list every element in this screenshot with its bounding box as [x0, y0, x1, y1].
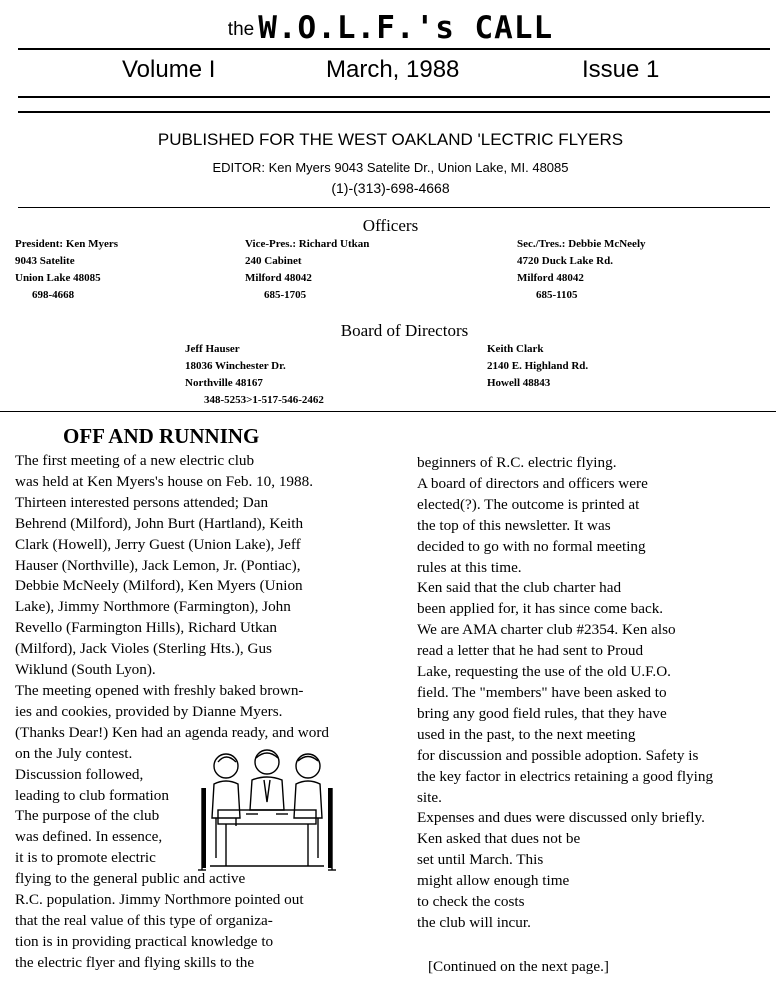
article-line: Debbie McNeely (Milford), Ken Myers (Union — [15, 577, 303, 595]
officer-name: Richard Utkan — [298, 238, 370, 250]
section-divider — [18, 207, 770, 208]
article-line: it is to promote electric — [15, 849, 156, 867]
officer-city: Milford 48042 — [245, 272, 312, 284]
article-line: was held at Ken Myers's house on Feb. 10, 1988. — [15, 472, 314, 490]
board-member-phone: 348-5253>1-517-546-2462 — [204, 394, 324, 406]
board-member-clark — [487, 341, 588, 392]
article-line: decided to go with no formal meeting — [417, 537, 646, 555]
article-left-column — [15, 451, 329, 974]
article-right-column — [417, 453, 713, 934]
article-line: Clark (Howell), Jerry Guest (Union Lake), Jeff — [15, 535, 301, 553]
article-line: read a letter that he had sent to Proud — [417, 642, 644, 660]
officer-phone: 685-1105 — [536, 289, 578, 301]
board-member-city: Northville 48167 — [185, 377, 263, 389]
article-line: Hauser (Northville), Jack Lemon, Jr. (Pontiac), — [15, 556, 301, 574]
article-line: Discussion followed, — [15, 765, 144, 783]
officer-title: President: — [15, 238, 64, 250]
article-line: flying to the general public and active — [15, 870, 246, 888]
article-line: used in the past, to the next meeting — [417, 725, 636, 743]
article-line: Expenses and dues were discussed only briefly. — [417, 809, 705, 827]
officer-address: 240 Cabinet — [245, 255, 302, 267]
article-line: field. The "members" have been asked to — [417, 683, 667, 701]
article-line: might allow enough time — [417, 872, 570, 890]
officer-vice-president — [245, 236, 369, 304]
article-line: The meeting opened with freshly baked brown- — [15, 681, 304, 699]
article-line: on the July contest. — [15, 744, 133, 762]
article-line: to check the costs — [417, 893, 525, 911]
newsletter-title: W.O.L.F.'s CALL — [258, 10, 554, 46]
article-line: R.C. population. Jimmy Northmore pointed out — [15, 891, 304, 909]
article-line: Wiklund (South Lyon). — [15, 661, 156, 679]
masthead-rule-mid — [18, 96, 770, 98]
officer-city: Milford 48042 — [517, 272, 584, 284]
article-line: Ken asked that dues not be — [417, 830, 581, 848]
board-member-name: Jeff Hauser — [185, 343, 240, 355]
officers-heading: Officers — [362, 216, 419, 235]
article-line: Revello (Farmington Hills), Richard Utkan — [15, 619, 277, 637]
officer-secretary-treasurer — [517, 236, 646, 304]
article-line: the top of this newsletter. It was — [417, 516, 611, 534]
masthead-rule-bottom — [18, 111, 770, 113]
issue-number: Issue 1 — [582, 56, 660, 83]
article-line: (Milford), Jack Violes (Sterling Hts.), Gus — [15, 640, 272, 658]
meeting-clipart-icon — [196, 748, 338, 874]
article-line: bring any good field rules, that they have — [417, 704, 667, 722]
continued-note: [Continued on the next page.] — [428, 958, 609, 975]
masthead — [0, 10, 781, 46]
article-line: the electric flyer and flying skills to the — [15, 953, 255, 971]
editor-line: EDITOR: Ken Myers 9043 Satelite Dr., Union Lake, MI. 48085 — [212, 160, 569, 175]
officer-title: Sec./Tres.: — [517, 238, 566, 250]
board-member-name: Keith Clark — [487, 343, 544, 355]
article-line: the club will incur. — [417, 913, 531, 931]
article-line: tion is in providing practical knowledge to — [15, 932, 274, 950]
board-member-city: Howell 48843 — [487, 377, 551, 389]
article-line: rules at this time. — [417, 558, 522, 576]
article-line: ies and cookies, provided by Dianne Myers. — [15, 702, 283, 720]
article-line: for discussion and possible adoption. Safety is — [417, 746, 699, 764]
article-line: We are AMA charter club #2354. Ken also — [417, 621, 676, 639]
article-line: was defined. In essence, — [15, 828, 163, 846]
board-member-hauser — [185, 341, 324, 409]
article-headline: OFF AND RUNNING — [63, 424, 260, 448]
masthead-prefix: the — [227, 19, 255, 40]
article-line: (Thanks Dear!) Ken had an agenda ready, and word — [15, 723, 330, 741]
officer-phone: 698-4668 — [32, 289, 75, 301]
officer-title: Vice-Pres.: — [245, 238, 296, 250]
volume-label: Volume I — [122, 56, 216, 83]
board-member-address: 18036 Winchester Dr. — [185, 360, 286, 372]
publisher-line: PUBLISHED FOR THE WEST OAKLAND 'LECTRIC FLYERS — [157, 130, 624, 149]
article-line: the key factor in electrics retaining a good flying — [417, 767, 714, 785]
officer-phone: 685-1705 — [264, 289, 307, 301]
issue-date: March, 1988 — [326, 56, 460, 83]
article-line: beginners of R.C. electric flying. — [417, 454, 617, 471]
article-line: site. — [417, 788, 442, 806]
article-line: The purpose of the club — [15, 807, 160, 825]
article-line: set until March. This — [417, 851, 544, 869]
article-line: Ken said that the club charter had — [417, 579, 622, 597]
board-heading: Board of Directors — [340, 321, 469, 340]
officer-address: 4720 Duck Lake Rd. — [517, 255, 613, 267]
article-line: The first meeting of a new electric club — [15, 452, 255, 469]
article-divider — [0, 411, 776, 412]
article-line: that the real value of this type of organiza- — [15, 911, 273, 929]
officer-name: Debbie McNeely — [568, 238, 646, 250]
editor-phone: (1)-(313)-698-4668 — [331, 180, 450, 196]
article-line: been applied for, it has since come back. — [417, 600, 664, 618]
article-line: Lake, requesting the use of the old U.F.O. — [417, 663, 671, 681]
article-line: Thirteen interested persons attended; Dan — [15, 493, 269, 511]
officer-name: Ken Myers — [65, 238, 119, 250]
board-member-address: 2140 E. Highland Rd. — [487, 360, 589, 372]
officer-city: Union Lake 48085 — [15, 272, 101, 284]
article-line: Behrend (Milford), John Burt (Hartland), Keith — [15, 514, 304, 532]
officer-president — [15, 236, 118, 304]
article-line: elected(?). The outcome is printed at — [417, 495, 640, 513]
article-line: A board of directors and officers were — [417, 474, 648, 492]
article-line: Lake), Jimmy Northmore (Farmington), John — [15, 598, 291, 616]
article-line: leading to club formation — [15, 786, 169, 804]
masthead-rule-top — [18, 48, 770, 50]
officer-address: 9043 Satelite — [15, 255, 75, 267]
